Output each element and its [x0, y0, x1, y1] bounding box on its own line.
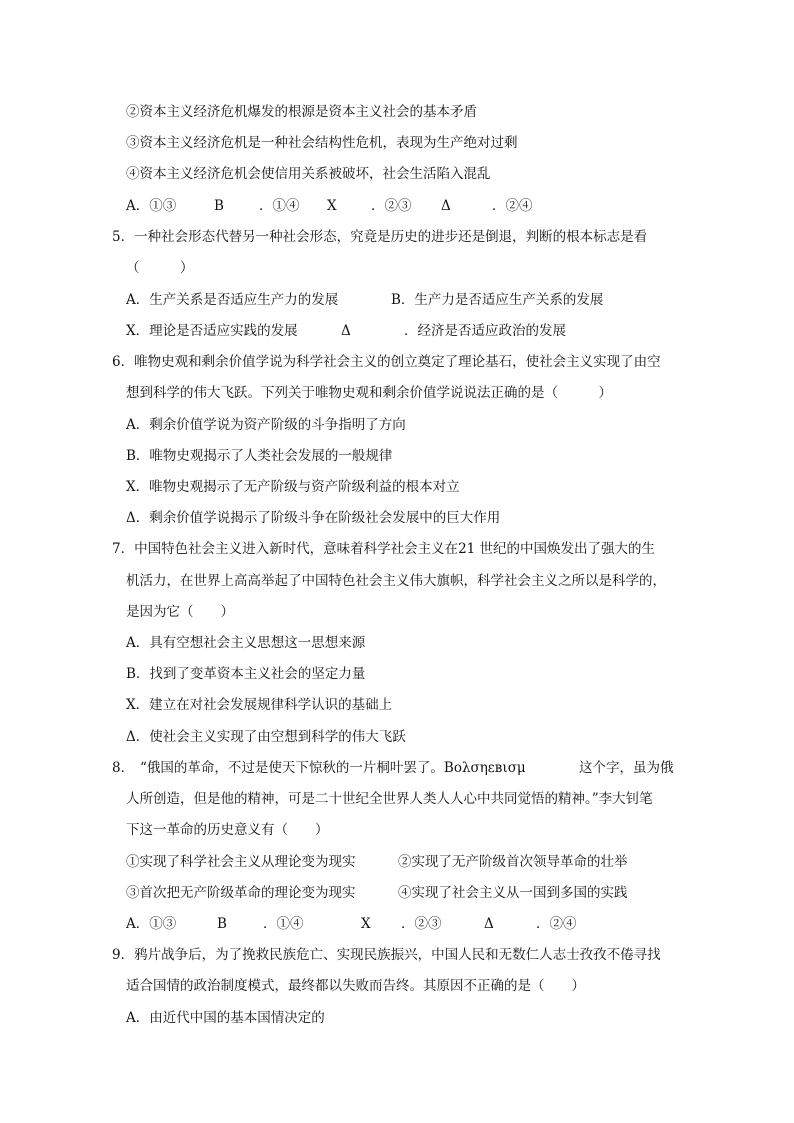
q4-option-a: A．①③: [126, 198, 177, 214]
q8-option-c: ．②③: [401, 916, 442, 932]
q5-stem-line-1: 5．一种社会形态代替另一种社会形态，究竟是历史的进步还是倒退，判断的根本标志是看: [112, 229, 648, 245]
q8-statement-4: ④实现了社会主义从一国到多国的实践: [398, 885, 628, 901]
q7-option-a: A．具有空想社会主义思想这一思想来源: [126, 635, 366, 651]
q4-option-d-letter: Δ: [441, 198, 451, 214]
q5-answer-blank: （ ）: [126, 260, 194, 276]
q8-option-b: ．①④: [263, 916, 304, 932]
q9-stem-line-2: 适合国情的政治制度模式，最终都以失败而告终。其原因不正确的是（ ）: [126, 978, 585, 994]
q4-option-c: ．②③: [371, 198, 412, 214]
q8-quote-start: “俄国的革命，不过是使天下惊秋的一片桐叶罢了。Bολσηεвισμ: [140, 760, 526, 776]
q5-option-b: B．生产力是否适应生产关系的发展: [391, 292, 604, 308]
q8-stem-line-2: 人所创造，但是他的精神，可是二十世纪全世界人类人人心中共同觉悟的精神。”李大钊笔: [126, 791, 653, 807]
q4-statement-2: ②资本主义经济危机爆发的根源是资本主义社会的基本矛盾: [126, 104, 477, 120]
q4-statement-3: ③资本主义经济危机是一种社会结构性危机，表现为生产绝对过剩: [126, 135, 518, 151]
q8-option-c-letter: X: [361, 916, 371, 932]
q7-option-d: Δ．使社会主义实现了由空想到科学的伟大飞跃: [126, 729, 406, 745]
q7-option-b: B．找到了变革资本主义社会的坚定力量: [126, 666, 366, 682]
q8-statement-2: ②实现了无产阶级首次领导革命的壮举: [398, 854, 628, 870]
q7-stem-line-1: 7．中国特色社会主义进入新时代，意味着科学社会主义在21 世纪的中国焕发出了强大的生: [112, 541, 656, 557]
q4-option-d: ．②④: [492, 198, 533, 214]
q7-stem-line-2: 机活力，在世界上高高举起了中国特色社会主义伟大旗帜，科学社会主义之所以是科学的，: [126, 573, 666, 589]
q6-option-c: X．唯物史观揭示了无产阶级与资产阶级利益的根本对立: [126, 479, 460, 495]
q6-stem-line-1: 6．唯物史观和剩余价值学说为科学社会主义的创立奠定了理论基石，使社会主义实现了由空: [112, 354, 661, 370]
q5-option-d-letter: Δ: [341, 323, 351, 339]
q7-option-c: X．建立在对社会发展规律科学认识的基础上: [126, 697, 393, 713]
q4-statement-4: ④资本主义经济危机会使信用关系被破坏，社会生活陷入混乱: [126, 166, 491, 182]
q8-statement-3: ③首次把无产阶级革命的理论变为现实: [126, 885, 356, 901]
q8-quote-cont: 这个字，虽为俄: [579, 760, 674, 776]
q9-option-a: A．由近代中国的基本国情决定的: [126, 1010, 325, 1026]
q4-option-b-letter: B: [214, 198, 224, 214]
q6-option-a: A．剩余价值学说为资产阶级的斗争指明了方向: [126, 417, 406, 433]
q8-option-b-letter: B: [217, 916, 227, 932]
q4-option-c-letter: X: [327, 198, 337, 214]
q6-stem-line-2: 想到科学的伟大飞跃。下列关于唯物史观和剩余价值学说说法正确的是（ ）: [126, 385, 612, 401]
q8-option-d-letter: Δ: [484, 916, 494, 932]
q7-stem-line-3: 是因为它（ ）: [126, 604, 234, 620]
q9-stem-line-1: 9．鸦片战争后，为了挽救民族危亡、实现民族振兴，中国人民和无数仁人志士孜孜不倦寻找: [112, 947, 661, 963]
q8-number: 8．: [112, 760, 135, 776]
q6-option-d: Δ．剩余价值学说揭示了阶级斗争在阶级社会发展中的巨大作用: [126, 510, 501, 526]
q5-option-c: X．理论是否适应实践的发展: [126, 323, 298, 339]
q8-stem-line-3: 下这一革命的历史意义有（ ）: [126, 822, 329, 838]
q5-option-d: ．经济是否适应政治的发展: [404, 323, 566, 339]
q8-option-a: A．①③: [126, 916, 177, 932]
q6-option-b: B．唯物史观揭示了人类社会发展的一般规律: [126, 448, 393, 464]
q8-option-d: ．②④: [536, 916, 577, 932]
q4-option-b: ．①④: [259, 198, 300, 214]
q5-option-a: A．生产关系是否适应生产力的发展: [126, 292, 339, 308]
q8-statement-1: ①实现了科学社会主义从理论变为现实: [126, 854, 356, 870]
